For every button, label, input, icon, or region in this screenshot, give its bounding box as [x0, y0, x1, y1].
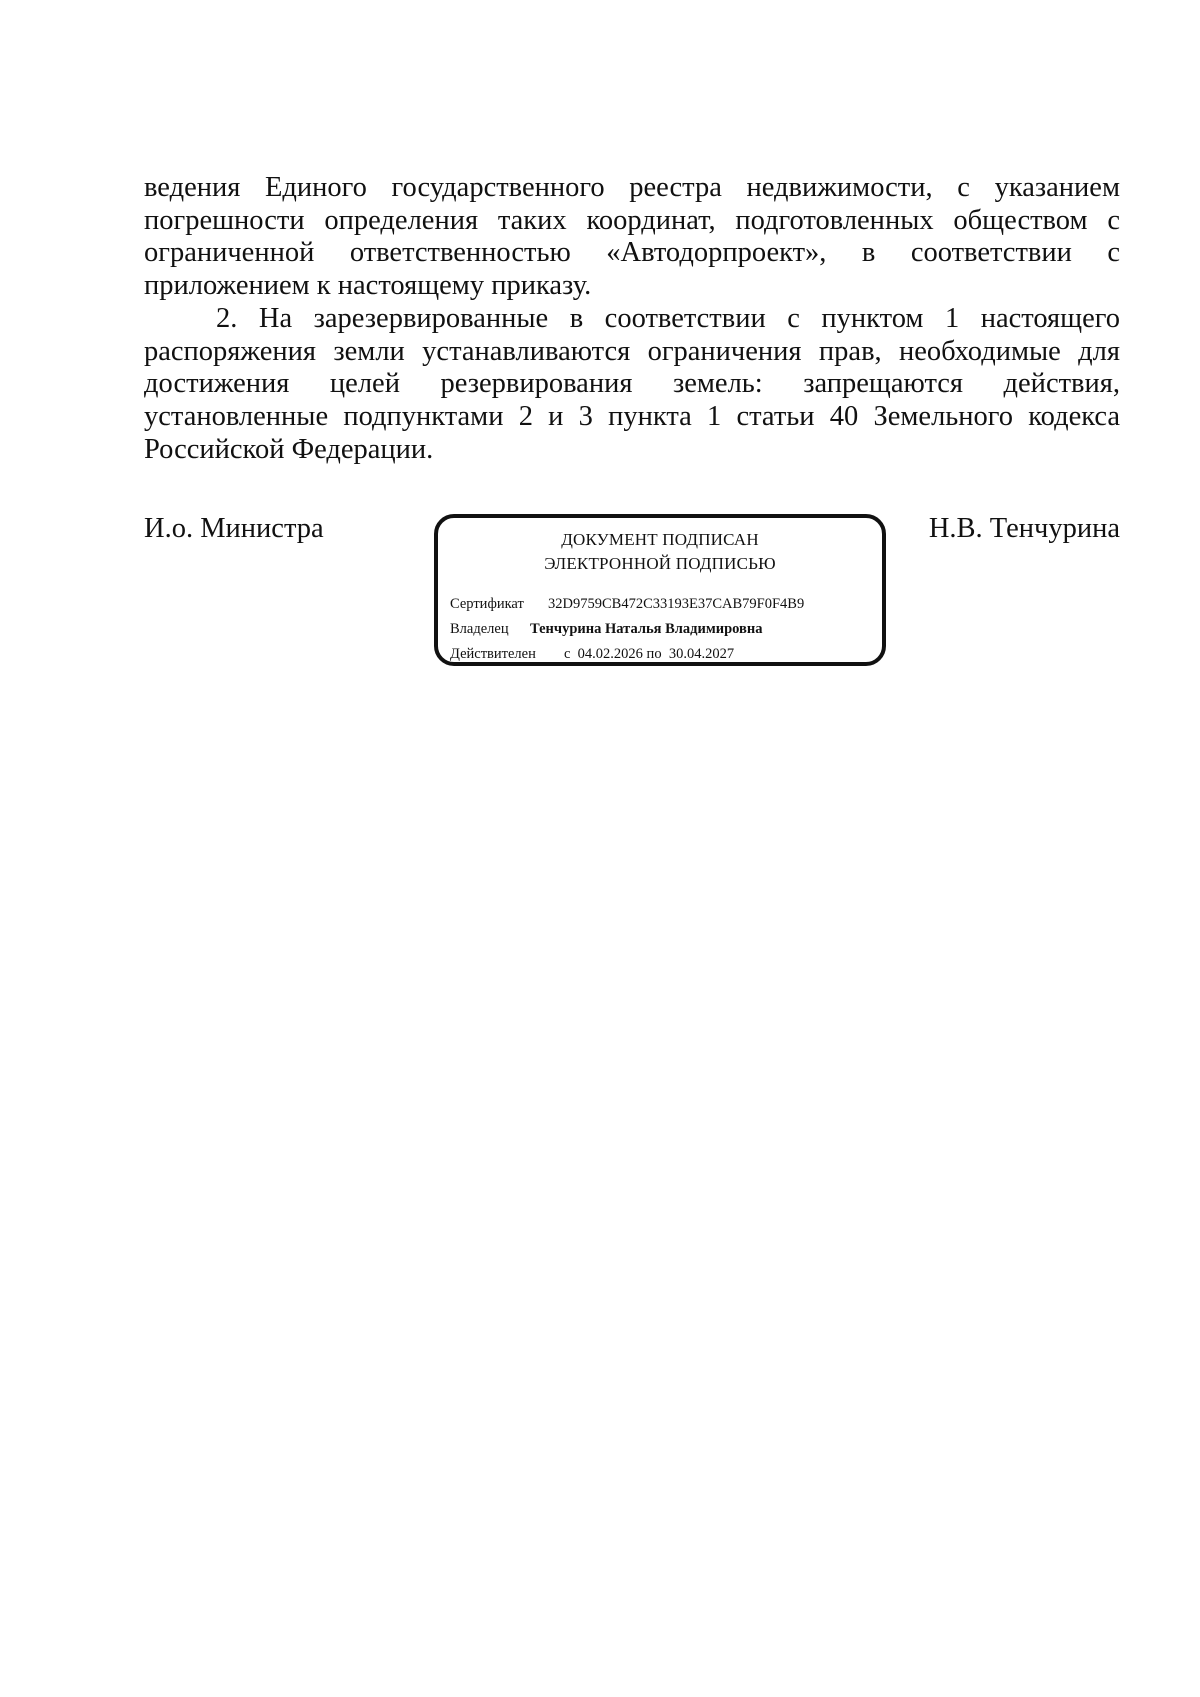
paragraph-item-2: 2. На зарезервированные в соответствии с пунктом 1 настоящего распоряжения земли устанавливаются ограничения прав, необходимые для достижения целей резервирования земель: запрещаются действия, установленные подпунктами 2 и 3 пункта 1 статьи 40 Земельного кодекса Российской Федерации.: [144, 302, 1120, 465]
stamp-validity-row: [450, 644, 734, 664]
stamp-title-line-1: ДОКУМЕНТ ПОДПИСАН: [561, 530, 759, 549]
signatory-name: Н.В. Тенчурина: [928, 513, 1120, 544]
certificate-value: 32D9759CB472C33193E37CAB79F0F4B9: [548, 596, 805, 612]
paragraph-continuation: ведения Единого государственного реестра недвижимости, с указанием погрешности определения таких координат, подготовленных обществом с ограниченной ответственностью «Автодорпроект», в соответствии с приложением к настоящему приказу.: [144, 172, 1120, 302]
stamp-certificate-row: [450, 594, 804, 614]
signature-block: [144, 512, 1120, 672]
validity-value: с 04.02.2026 по 30.04.2027: [564, 646, 735, 662]
owner-label: Владелец: [450, 621, 509, 637]
stamp-owner-row: [450, 619, 762, 639]
validity-label: Действителен: [450, 646, 536, 662]
signatory-position: И.о. Министра: [144, 513, 324, 544]
certificate-label: Сертификат: [450, 596, 524, 612]
document-body: [144, 172, 1120, 466]
stamp-title: [438, 528, 882, 576]
stamp-title-line-2: ЭЛЕКТРОННОЙ ПОДПИСЬЮ: [544, 554, 776, 573]
electronic-signature-stamp: [434, 514, 886, 666]
owner-value: Тенчурина Наталья Владимировна: [530, 621, 763, 637]
